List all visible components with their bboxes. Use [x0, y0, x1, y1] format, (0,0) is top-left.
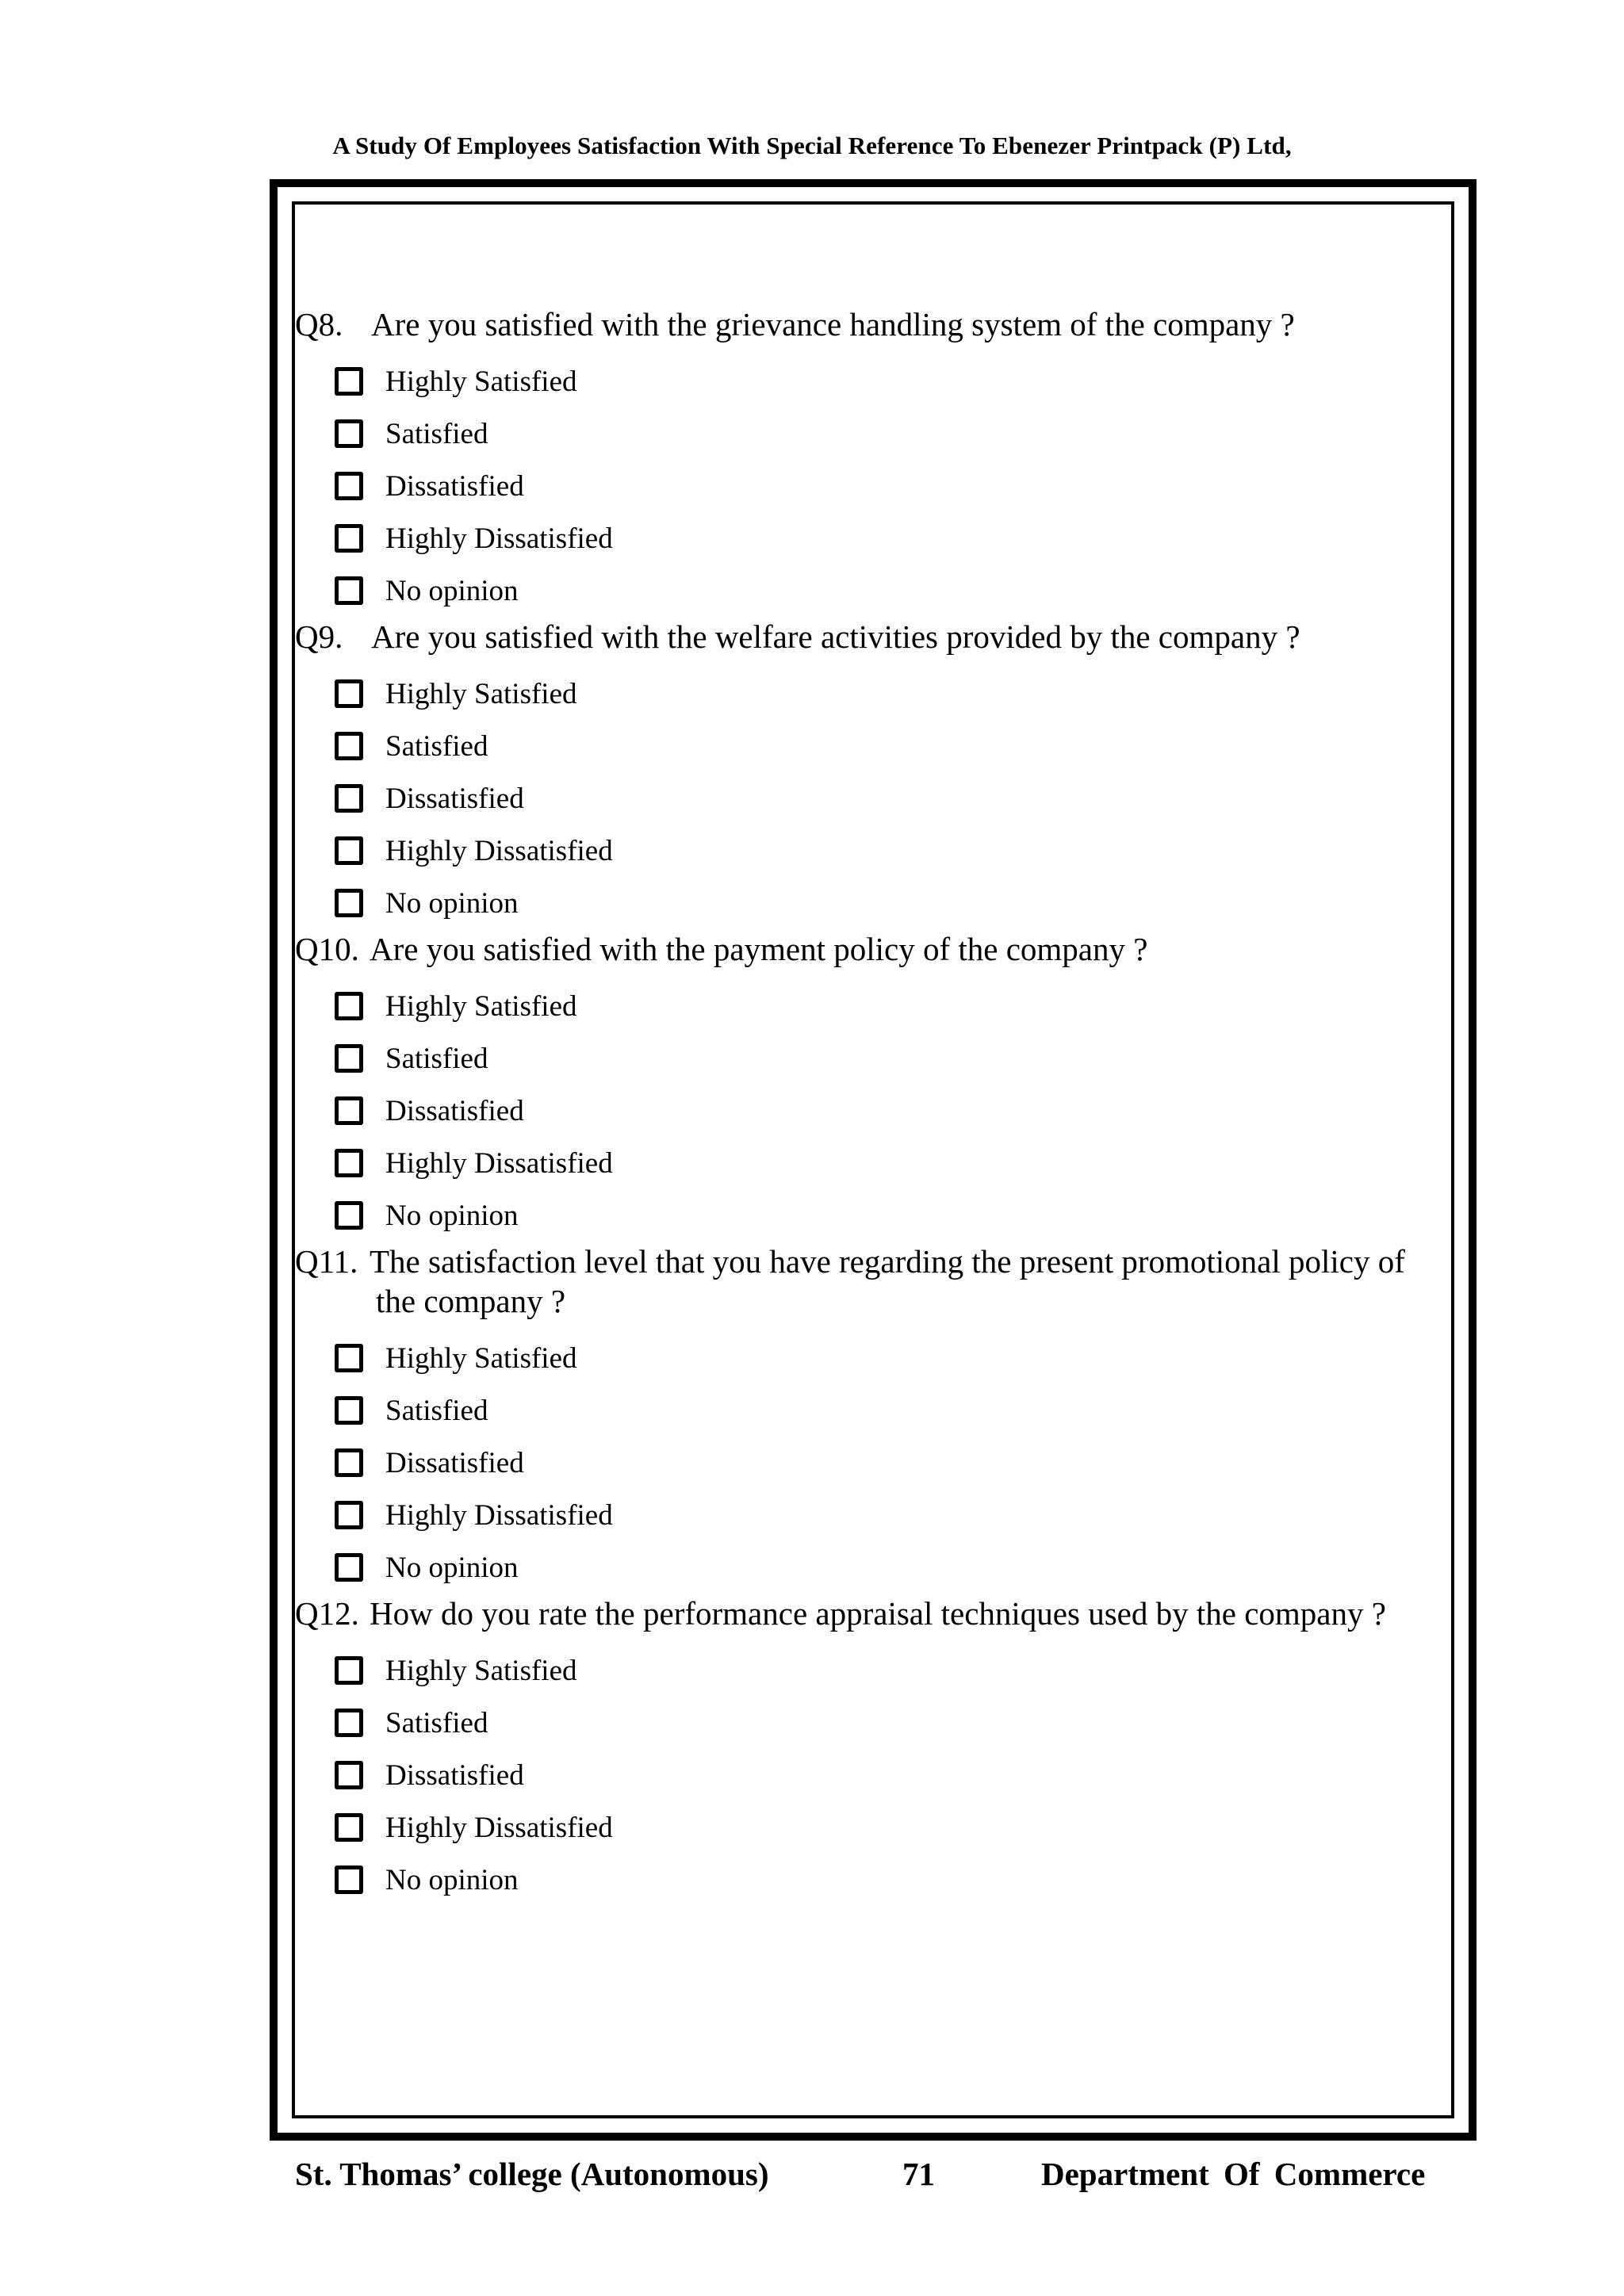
option-label: Highly Dissatisfied [385, 1811, 613, 1844]
question-q11 [295, 1242, 1437, 1594]
checkbox[interactable] [335, 889, 363, 917]
option-dissatisfied[interactable] [335, 1749, 1437, 1801]
option-label: Highly Satisfied [385, 1341, 577, 1375]
question-text: Are you satisfied with the welfare activities provided by the company ? [371, 618, 1300, 655]
question-heading [295, 1242, 1437, 1321]
option-highly-dissatisfied[interactable] [335, 512, 1437, 564]
option-highly-satisfied[interactable] [335, 668, 1437, 720]
checkbox[interactable] [335, 1866, 363, 1894]
option-label: No opinion [385, 886, 519, 920]
option-satisfied[interactable] [335, 1384, 1437, 1437]
checkbox[interactable] [335, 1709, 363, 1737]
option-no-opinion[interactable] [335, 1541, 1437, 1594]
question-heading [295, 304, 1437, 344]
footer-department: Department Of Commerce [1041, 2156, 1426, 2192]
option-no-opinion[interactable] [335, 877, 1437, 929]
checkbox[interactable] [335, 367, 363, 396]
checkbox[interactable] [335, 1761, 363, 1789]
checkbox[interactable] [335, 524, 363, 553]
option-list [335, 668, 1437, 929]
option-highly-satisfied[interactable] [335, 1644, 1437, 1697]
question-heading [295, 617, 1437, 656]
option-label: Dissatisfied [385, 469, 524, 503]
checkbox[interactable] [335, 1501, 363, 1529]
question-q12 [295, 1594, 1437, 1906]
question-text: Are you satisfied with the payment policy of the company ? [370, 931, 1148, 967]
option-label: Highly Satisfied [385, 677, 577, 710]
option-highly-satisfied[interactable] [335, 980, 1437, 1032]
option-dissatisfied[interactable] [335, 1437, 1437, 1489]
option-label: Satisfied [385, 1394, 488, 1427]
option-list [335, 355, 1437, 617]
option-label: Highly Satisfied [385, 365, 577, 398]
option-label: Highly Dissatisfied [385, 834, 613, 867]
footer-college: St. Thomas’ college (Autonomous) [295, 2156, 769, 2192]
checkbox[interactable] [335, 784, 363, 813]
checkbox[interactable] [335, 1044, 363, 1073]
option-label: Satisfied [385, 1706, 488, 1739]
question-number: Q12. [295, 1595, 359, 1632]
checkbox[interactable] [335, 679, 363, 708]
question-number: Q9. [295, 618, 343, 655]
option-label: No opinion [385, 574, 519, 607]
option-label: Dissatisfied [385, 1446, 524, 1479]
option-label: No opinion [385, 1199, 519, 1232]
option-highly-satisfied[interactable] [335, 355, 1437, 408]
option-label: Highly Dissatisfied [385, 1498, 613, 1532]
checkbox[interactable] [335, 1096, 363, 1125]
option-label: Satisfied [385, 729, 488, 763]
option-highly-dissatisfied[interactable] [335, 1489, 1437, 1541]
question-text: Are you satisfied with the grievance handling system of the company ? [371, 306, 1295, 342]
option-satisfied[interactable] [335, 1697, 1437, 1749]
option-label: Highly Satisfied [385, 989, 577, 1023]
option-highly-satisfied[interactable] [335, 1332, 1437, 1384]
page-number: 71 [902, 2156, 935, 2192]
checkbox[interactable] [335, 419, 363, 448]
question-heading [295, 1594, 1437, 1633]
option-dissatisfied[interactable] [335, 772, 1437, 825]
question-text: How do you rate the performance appraisal techniques used by the company ? [370, 1595, 1386, 1632]
option-list [335, 1332, 1437, 1594]
option-label: No opinion [385, 1551, 519, 1584]
option-label: Highly Dissatisfied [385, 522, 613, 555]
option-dissatisfied[interactable] [335, 1085, 1437, 1137]
question-text: The satisfaction level that you have regarding the present promotional policy of [370, 1243, 1405, 1280]
option-label: Dissatisfied [385, 1094, 524, 1127]
question-heading [295, 929, 1437, 969]
option-no-opinion[interactable] [335, 1854, 1437, 1906]
option-label: Dissatisfied [385, 1758, 524, 1792]
checkbox[interactable] [335, 1396, 363, 1425]
checkbox[interactable] [335, 1448, 363, 1477]
option-label: Dissatisfied [385, 782, 524, 815]
checkbox[interactable] [335, 1201, 363, 1230]
option-list [335, 980, 1437, 1242]
checkbox[interactable] [335, 472, 363, 500]
option-satisfied[interactable] [335, 408, 1437, 460]
option-list [335, 1644, 1437, 1906]
option-dissatisfied[interactable] [335, 460, 1437, 512]
checkbox[interactable] [335, 732, 363, 760]
option-satisfied[interactable] [335, 1032, 1437, 1085]
option-label: Satisfied [385, 1042, 488, 1075]
checkbox[interactable] [335, 1553, 363, 1582]
option-no-opinion[interactable] [335, 564, 1437, 617]
option-satisfied[interactable] [335, 720, 1437, 772]
option-highly-dissatisfied[interactable] [335, 1801, 1437, 1854]
option-label: No opinion [385, 1863, 519, 1896]
question-number: Q8. [295, 306, 343, 342]
question-q9 [295, 617, 1437, 929]
option-highly-dissatisfied[interactable] [335, 1137, 1437, 1189]
question-q8 [295, 304, 1437, 617]
checkbox[interactable] [335, 1149, 363, 1177]
running-header: A Study Of Employees Satisfaction With Special Reference To Ebenezer Printpack (P) Ltd, [332, 132, 1292, 159]
option-label: Highly Dissatisfied [385, 1146, 613, 1180]
option-label: Satisfied [385, 417, 488, 450]
question-q10 [295, 929, 1437, 1242]
option-label: Highly Satisfied [385, 1654, 577, 1687]
checkbox[interactable] [335, 836, 363, 865]
option-highly-dissatisfied[interactable] [335, 825, 1437, 877]
checkbox[interactable] [335, 1344, 363, 1372]
checkbox[interactable] [335, 576, 363, 605]
checkbox[interactable] [335, 1656, 363, 1685]
question-number: Q11. [295, 1243, 358, 1280]
checkbox[interactable] [335, 992, 363, 1020]
checkbox[interactable] [335, 1813, 363, 1842]
question-text-wrapper [370, 1242, 1437, 1321]
option-no-opinion[interactable] [335, 1189, 1437, 1242]
questionnaire [295, 304, 1437, 1906]
question-text-continued: the company ? [376, 1283, 566, 1319]
question-number: Q10. [295, 931, 359, 967]
